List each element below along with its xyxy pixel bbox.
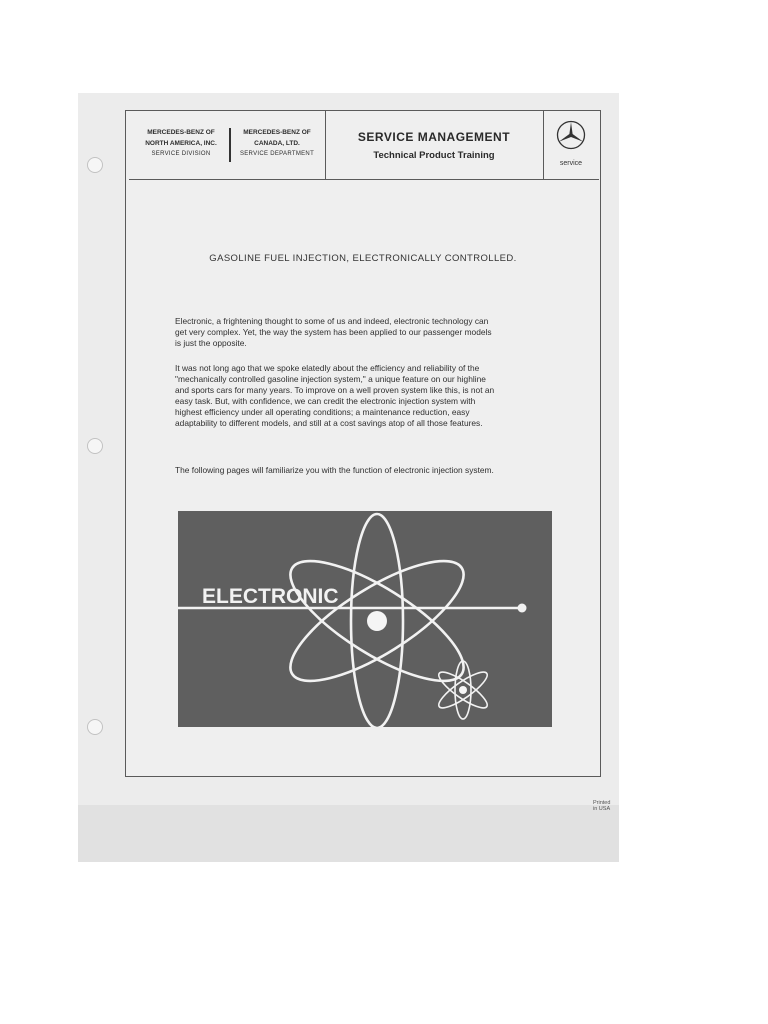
org-name-line2: NORTH AMERICA, INC. (145, 140, 217, 147)
header-title-block (325, 111, 544, 179)
paragraph: Electronic, a frightening thought to some of us and indeed, electronic technology can get very complex. Yet, the way the system has been applied to our passenger models is just the opposite. (175, 316, 492, 348)
electronic-illustration (178, 511, 552, 727)
header-title: SERVICE MANAGEMENT (357, 130, 511, 144)
binder-hole (87, 157, 103, 173)
paragraph: The following pages will familiarize you with the function of electronic injection system. (175, 465, 494, 475)
org-division: SERVICE DIVISION (151, 151, 211, 157)
printed-note: Printed in USA (593, 800, 611, 812)
logo-block (543, 111, 599, 179)
paragraph: It was not long ago that we spoke elatedly about the efficiency and reliability of the "mechanically controlled gasoline injection system," a unique feature on our highline and sports cars for many years. To improve on a well proven system like this, is not an easy task. But, with confidence, we can credit the electronic injection system with highest efficiency under all operating conditions; a maintenance reduction, easy adaptability to different models, and still at a cost savings atop of all those features. (175, 363, 495, 428)
org-canada (231, 127, 323, 160)
logo-label: service (559, 160, 583, 167)
binder-hole (87, 438, 103, 454)
header-subtitle: Technical Product Training (373, 150, 495, 161)
org-name-line1: MERCEDES-BENZ OF (147, 129, 215, 136)
atom-icon (178, 511, 552, 727)
scan-bottom-shadow (78, 805, 619, 862)
organizations-block (129, 111, 326, 179)
mercedes-star-icon (556, 120, 586, 150)
org-north-america (135, 127, 227, 160)
binder-hole (87, 719, 103, 735)
illustration-label: ELECTRONIC (202, 585, 339, 608)
document-title: GASOLINE FUEL INJECTION, ELECTRONICALLY CONTROLLED. (209, 253, 517, 264)
org-department: SERVICE DEPARTMENT (239, 151, 315, 157)
document-header (129, 111, 599, 180)
org-name-line1: MERCEDES-BENZ OF (243, 129, 311, 136)
org-name-line2: CANADA, LTD. (254, 140, 300, 147)
scanned-page (78, 93, 619, 862)
document-frame (125, 110, 611, 812)
